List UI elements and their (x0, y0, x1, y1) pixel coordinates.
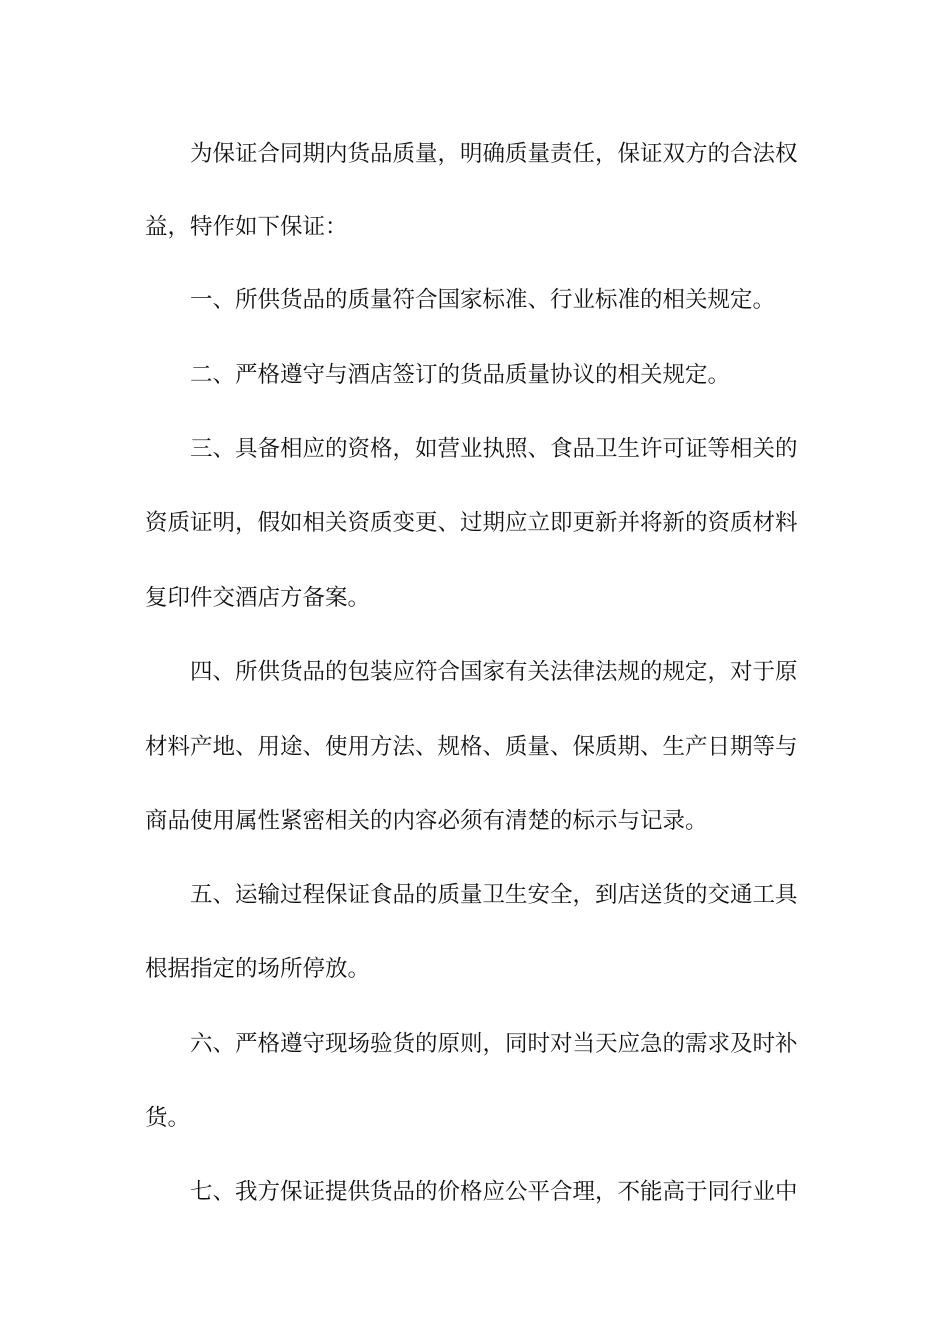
paragraph-line: 根据指定的场所停放。 (145, 956, 371, 982)
paragraph-line: 四、所供货品的包装应符合国家有关法律法规的规定，对于原 (190, 659, 798, 685)
paragraph-line: 为保证合同期内货品质量，明确质量责任，保证双方的合法权 (190, 141, 798, 167)
paragraph-line: 七、我方保证提供货品的价格应公平合理，不能高于同行业中 (190, 1179, 798, 1205)
paragraph-line: 复印件交酒店方备案。 (145, 585, 371, 611)
paragraph-line: 资质证明，假如相关资质变更、过期应立即更新并将新的资质材料 (145, 510, 798, 536)
paragraph-line: 货。 (145, 1105, 191, 1131)
paragraph-line: 一、所供货品的质量符合国家标准、行业标准的相关规定。 (190, 287, 776, 313)
paragraph-line: 材料产地、用途、使用方法、规格、质量、保质期、生产日期等与 (145, 734, 798, 760)
paragraph-line: 商品使用属性紧密相关的内容必须有清楚的标示与记录。 (145, 808, 708, 834)
paragraph-line: 六、严格遵守现场验货的原则，同时对当天应急的需求及时补 (190, 1031, 798, 1057)
paragraph-line: 三、具备相应的资格，如营业执照、食品卫生许可证等相关的 (190, 436, 798, 462)
paragraph-line: 益，特作如下保证： (145, 214, 348, 240)
paragraph-line: 二、严格遵守与酒店签订的货品质量协议的相关规定。 (190, 362, 731, 388)
paragraph-line: 五、运输过程保证食品的质量卫生安全，到店送货的交通工具 (190, 882, 798, 908)
